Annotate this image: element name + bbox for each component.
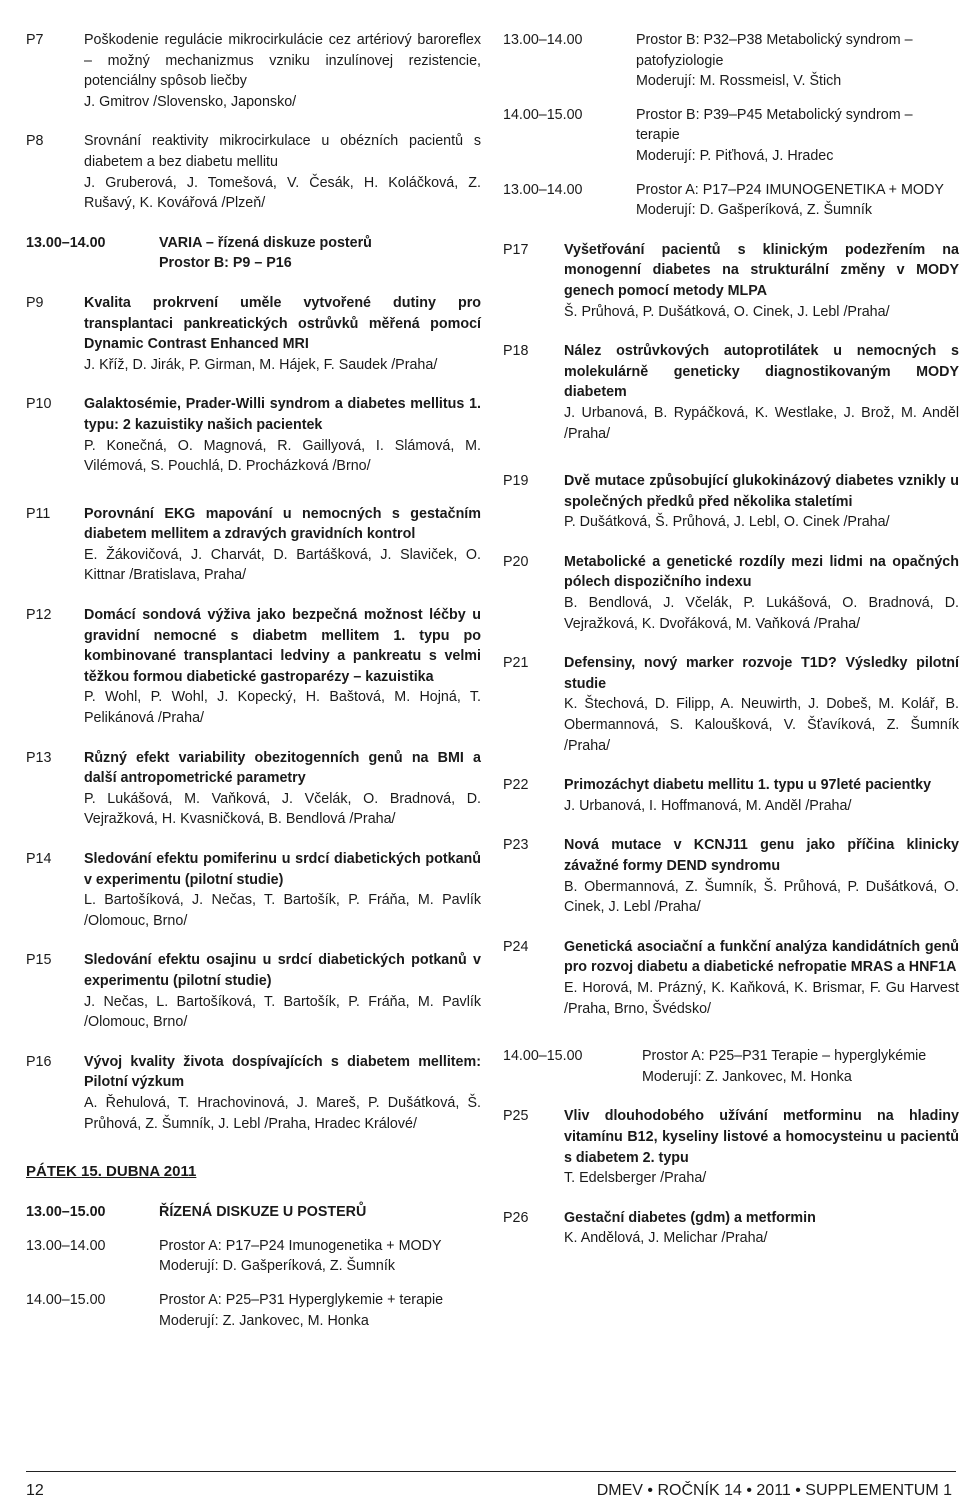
poster-entry <box>26 293 481 375</box>
session-time: 13.00–14.00 <box>26 1237 106 1254</box>
poster-authors: Š. Průhová, P. Dušátková, O. Cinek, J. Lebl /Praha/ <box>564 303 890 320</box>
poster-authors: J. Urbanová, B. Rypáčková, K. Westlake, J. Brož, M. Anděl /Praha/ <box>564 404 959 442</box>
poster-title: Metabolické a genetické rozdíly mezi lidmi na opačných pólech dispozičního indexu <box>564 553 959 591</box>
poster-code: P20 <box>503 553 529 570</box>
poster-authors: A. Řehulová, T. Hrachovinová, J. Mareš, P. Dušátková, Š. Průhová, Z. Šumník, J. Lebl /Praha, Hradec Králové/ <box>84 1094 481 1132</box>
poster-entry <box>503 552 959 634</box>
poster-entry <box>503 835 959 917</box>
poster-authors: K. Štechová, D. Filipp, A. Neuwirth, J. Dobeš, M. Kolář, B. Obermannová, S. Kaloušková, V. Šťavíková, Z. Šumník /Praha/ <box>564 696 959 754</box>
poster-authors: L. Bartošíková, J. Nečas, T. Bartošík, P. Fráňa, M. Pavlík /Olomouc, Brno/ <box>84 892 481 929</box>
session-block <box>26 233 481 274</box>
poster-code: P21 <box>503 655 529 672</box>
poster-entry <box>503 1208 959 1249</box>
session-block <box>503 30 959 92</box>
poster-code: P13 <box>26 749 52 766</box>
session-title: Prostor B: P32–P38 Metabolický syndrom – patofyziologie <box>636 32 913 69</box>
session-title: Prostor A: P25–P31 Terapie – hyperglykémie <box>642 1048 927 1065</box>
session-time: 14.00–15.00 <box>503 1048 583 1065</box>
poster-code: P7 <box>26 32 44 48</box>
poster-entry <box>503 341 959 444</box>
poster-code: P26 <box>503 1209 529 1226</box>
session-moderators: Moderují: Z. Jankovec, M. Honka <box>159 1312 369 1329</box>
poster-entry <box>26 30 481 112</box>
poster-code: P22 <box>503 777 529 794</box>
session-time: 14.00–15.00 <box>503 106 583 123</box>
page-number: 12 <box>26 1482 44 1499</box>
poster-title: Poškodenie regulácie mikrocirkulácie cez artériový baroreflex – možný mechanizmus vzniku inzulínovej rezistencie, potenciálny spôsob liečby <box>84 32 481 90</box>
poster-code: P14 <box>26 851 52 867</box>
poster-authors: P. Konečná, O. Magnová, R. Gaillyová, I. Slámová, M. Vilémová, S. Pouchlá, D. Procházková /Brno/ <box>84 437 481 475</box>
poster-title: Genetická asociační a funkční analýza kandidátních genů pro rozvoj diabetu a diabetické nefropatie MRAS a HNF1A <box>564 938 959 976</box>
right-column <box>503 30 959 1249</box>
session-block <box>26 1236 481 1277</box>
journal-footer: DMEV • ROČNÍK 14 • 2011 • SUPPLEMENTUM 1 <box>596 1482 952 1499</box>
poster-code: P18 <box>503 343 529 360</box>
day-heading: PÁTEK 15. DUBNA 2011 <box>26 1163 197 1181</box>
poster-title: Nová mutace v KCNJ11 genu jako příčina klinicky závažné formy DEND syndromu <box>564 837 959 874</box>
poster-code: P12 <box>26 607 52 624</box>
poster-authors: P. Lukášová, M. Vaňková, J. Včelák, O. Bradnová, D. Vejražková, H. Kvasničková, B. Bendlová /Praha/ <box>84 790 481 828</box>
session-moderators: Moderují: Z. Jankovec, M. Honka <box>642 1068 852 1085</box>
poster-title: Domácí sondová výživa jako bezpečná možnost léčby u gravidní nemocné s diabetm mellitem 1. typu po kombinované transplantaci ledviny a pankreatu s velmi těžkou formou diabetické gastroparézy – kazuistika <box>84 607 481 685</box>
poster-code: P8 <box>26 133 44 150</box>
poster-entry <box>503 937 959 1019</box>
poster-title: Nález ostrůvkových autoprotilátek u nemocných s molekulárně geneticky diagnostikovaným MODY diabetem <box>564 343 959 401</box>
poster-code: P19 <box>503 473 529 490</box>
session-title: Prostor A: P17–P24 IMUNOGENETIKA + MODY <box>636 181 944 198</box>
session-title: Prostor B: P39–P45 Metabolický syndrom – terapie <box>636 106 913 144</box>
poster-entry <box>503 471 959 533</box>
poster-entry <box>503 240 959 322</box>
poster-title: Kvalita prokrvení uměle vytvořené dutiny pro transplantaci pankreatických ostrůvků měřená pomocí Dynamic Contrast Enhanced MRI <box>84 294 481 353</box>
session-moderators: Moderují: P. Piťhová, J. Hradec <box>636 147 834 164</box>
footer-divider <box>26 1471 956 1472</box>
session-title: Prostor A: P17–P24 Imunogenetika + MODY <box>159 1237 442 1254</box>
poster-authors: E. Žákovičová, J. Charvát, D. Bartášková, J. Slaviček, O. Kittnar /Bratislava, Praha/ <box>84 546 481 584</box>
poster-entry <box>26 748 481 830</box>
left-column <box>26 30 481 1331</box>
poster-authors: E. Horová, M. Prázný, K. Kaňková, K. Brismar, F. Gu Harvest /Praha, Brno, Švédsko/ <box>564 979 959 1017</box>
poster-authors: P. Dušátková, Š. Průhová, J. Lebl, O. Cinek /Praha/ <box>564 514 890 531</box>
poster-authors: B. Bendlová, J. Včelák, P. Lukášová, O. Bradnová, D. Vejražková, K. Dvořáková, M. Vaňková /Praha/ <box>564 595 959 632</box>
poster-authors: J. Urbanová, I. Hoffmanová, M. Anděl /Praha/ <box>564 797 852 814</box>
poster-code: P10 <box>26 396 52 413</box>
session-title: Prostor A: P25–P31 Hyperglykemie + terapie <box>159 1291 444 1308</box>
poster-entry <box>26 1052 481 1134</box>
poster-code: P23 <box>503 837 529 854</box>
poster-title: Dvě mutace způsobující glukokinázový diabetes vznikly u společných předků před několika staletími <box>564 473 959 510</box>
poster-authors: K. Andělová, J. Melichar /Praha/ <box>564 1230 768 1247</box>
poster-title: Sledování efektu pomiferinu u srdcí diabetických potkanů v experimentu (pilotní studie) <box>84 851 481 888</box>
poster-code: P24 <box>503 938 529 955</box>
session-title: VARIA – řízená diskuze posterů <box>159 234 372 251</box>
session-time: 13.00–14.00 <box>503 32 583 48</box>
session-block <box>503 180 959 221</box>
poster-title: Různý efekt variability obezitogenních genů na BMI a další antropometrické parametry <box>84 749 481 787</box>
poster-code: P15 <box>26 952 52 969</box>
poster-code: P16 <box>26 1053 52 1070</box>
poster-title: Srovnání reaktivity mikrocirkulace u obézních pacientů s diabetem a bez diabetu mellitu <box>84 133 481 170</box>
poster-title: Defensiny, nový marker rozvoje T1D? Výsledky pilotní studie <box>564 655 959 692</box>
poster-title: Galaktosémie, Prader-Willi syndrom a diabetes mellitus 1. typu: 2 kazuistiky našich pacientek <box>84 396 481 433</box>
session-block <box>503 1046 959 1087</box>
session-block <box>503 105 959 167</box>
poster-title: Primozáchyt diabetu mellitu 1. typu u 97leté pacientky <box>564 777 932 794</box>
poster-authors: T. Edelsberger /Praha/ <box>564 1170 707 1187</box>
session-block <box>26 1290 481 1331</box>
session-time: 13.00–15.00 <box>26 1204 106 1221</box>
poster-entry <box>26 131 481 213</box>
poster-entry <box>503 653 959 756</box>
poster-entry <box>26 504 481 586</box>
session-moderators: Moderují: D. Gašperíková, Z. Šumník <box>159 1258 395 1275</box>
poster-code: P25 <box>503 1108 529 1125</box>
poster-title: Porovnání EKG mapování u nemocných s gestačním diabetem mellitem a zdravých gravidních kontrol <box>84 505 481 543</box>
session-time: 13.00–14.00 <box>503 181 583 198</box>
poster-authors: P. Wohl, P. Wohl, J. Kopecký, H. Baštová, M. Hojná, T. Pelikánová /Praha/ <box>84 689 481 727</box>
session-moderators: Moderují: M. Rossmeisl, V. Štich <box>636 73 842 90</box>
poster-authors: J. Gmitrov /Slovensko, Japonsko/ <box>84 93 297 110</box>
poster-entry <box>503 1106 959 1188</box>
poster-entry <box>26 849 481 931</box>
poster-code: P9 <box>26 294 44 311</box>
poster-title: Sledování efektu osajinu u srdcí diabetických potkanů v experimentu (pilotní studie) <box>84 952 481 989</box>
poster-entry <box>503 775 959 816</box>
poster-title: Gestační diabetes (gdm) a metformin <box>564 1209 816 1226</box>
session-moderators: Moderují: D. Gašperíková, Z. Šumník <box>636 202 872 219</box>
poster-title: Vliv dlouhodobého užívání metforminu na hladiny vitamínu B12, kyseliny listové a homocysteinu u pacientů s diabetem 2. typu <box>564 1108 959 1166</box>
poster-authors: J. Gruberová, J. Tomešová, V. Česák, H. Koláčková, Z. Rušavý, K. Kovářová /Plzeň/ <box>84 174 481 212</box>
poster-entry <box>26 394 481 476</box>
session-time: 14.00–15.00 <box>26 1291 106 1308</box>
poster-authors: J. Kříž, D. Jirák, P. Girman, M. Hájek, F. Saudek /Praha/ <box>84 356 438 373</box>
poster-authors: B. Obermannová, Z. Šumník, Š. Průhová, P. Dušátková, O. Cinek, J. Lebl /Praha/ <box>564 878 959 916</box>
session-room: Prostor B: P9 – P16 <box>159 255 292 272</box>
poster-authors: J. Nečas, L. Bartošíková, T. Bartošík, P. Fráňa, M. Pavlík /Olomouc, Brno/ <box>84 993 481 1031</box>
poster-title: Vyšetřování pacientů s klinickým podezřením na monogenní diabetes na strukturální změny v MODY genech pomocí metody MLPA <box>564 241 959 299</box>
poster-code: P11 <box>26 505 51 522</box>
poster-entry <box>26 605 481 729</box>
session-time: 13.00–14.00 <box>26 234 106 251</box>
session-block <box>26 1202 481 1223</box>
session-title: ŘÍZENÁ DISKUZE U POSTERŮ <box>159 1204 367 1221</box>
poster-title: Vývoj kvality života dospívajících s diabetem mellitem: Pilotní výzkum <box>84 1053 481 1091</box>
poster-code: P17 <box>503 241 529 258</box>
poster-entry <box>26 950 481 1032</box>
